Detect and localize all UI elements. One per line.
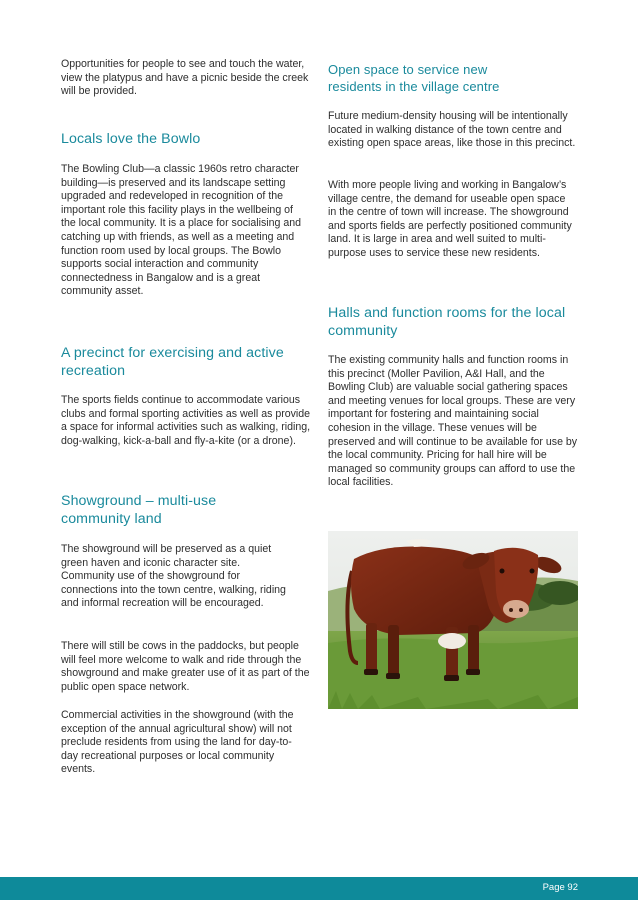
halls-paragraph: The existing community halls and function rooms in this precinct (Moller Pavilion, A&I Hall, and the Bowling Club) are valuable social gathering spaces and meeting venues for local groups. These are very important for fostering and maintaining social cohesion in the village. These venues will be preserved and will continue to be available for use by the local community. Pricing for hall hire will be managed so community groups can afford to use the local facilities. — [328, 354, 578, 489]
heading-locals-love-bowlo: Locals love the Bowlo — [61, 131, 201, 147]
recreation-paragraph: The sports fields continue to accommodate various clubs and formal sporting activities as well as provide a space for informal activities such as walking, riding, dog-walking, kick-a-ball and fly-a-kite (or a drone). — [61, 394, 311, 447]
heading-exercise-recreation: A precinct for exercising and active recreation — [61, 345, 284, 379]
page-number: Page 92 — [542, 882, 578, 893]
showground-paragraph-3: Commercial activities in the showground (with the exception of the annual agricultural show) will not preclude residents from using the land for day-to-day recreational purposes or local community events. — [61, 709, 294, 776]
heading-showground: Showground – multi-use community land — [61, 493, 217, 527]
showground-paragraph-1: The showground will be preserved as a quiet green haven and iconic character site. Community use of the showground for connections into the town centre, walking, riding and informal recreation will be encouraged. — [61, 543, 286, 610]
footer-band — [0, 877, 638, 900]
heading-open-space: Open space to service new residents in the village centre — [328, 62, 500, 94]
openspace-paragraph-2: With more people living and working in Bangalow’s village centre, the demand for useable open space in the centre of town will increase. The showground and sports fields are perfectly positioned community land. It is large in area and well suited to multi-purpose uses to service these new residents. — [328, 179, 572, 259]
heading-halls-function-rooms: Halls and function rooms for the local community — [328, 305, 566, 339]
cow-photo — [328, 531, 578, 709]
bowlo-paragraph: The Bowling Club—a classic 1960s retro character building—is preserved and its landscape setting upgraded and redeveloped in recognition of the important role this facility plays in the wellbeing of the local community. It is a place for socialising and catching up with friends, as well as a meeting and function room used by local groups. The Bowlo supports social interaction and community connectedness in Bangalow and is a great community asset. — [61, 163, 302, 298]
showground-paragraph-2: There will still be cows in the paddocks, but people will feel more welcome to walk and ride through the showground and make greater use of it as part of the public open space network. — [61, 640, 310, 693]
intro-paragraph: Opportunities for people to see and touch the water, view the platypus and have a picnic beside the creek will be provided. — [61, 58, 309, 98]
openspace-paragraph-1: Future medium-density housing will be intentionally located in walking distance of the town centre and existing open space areas, like those in this precinct. — [328, 110, 576, 150]
